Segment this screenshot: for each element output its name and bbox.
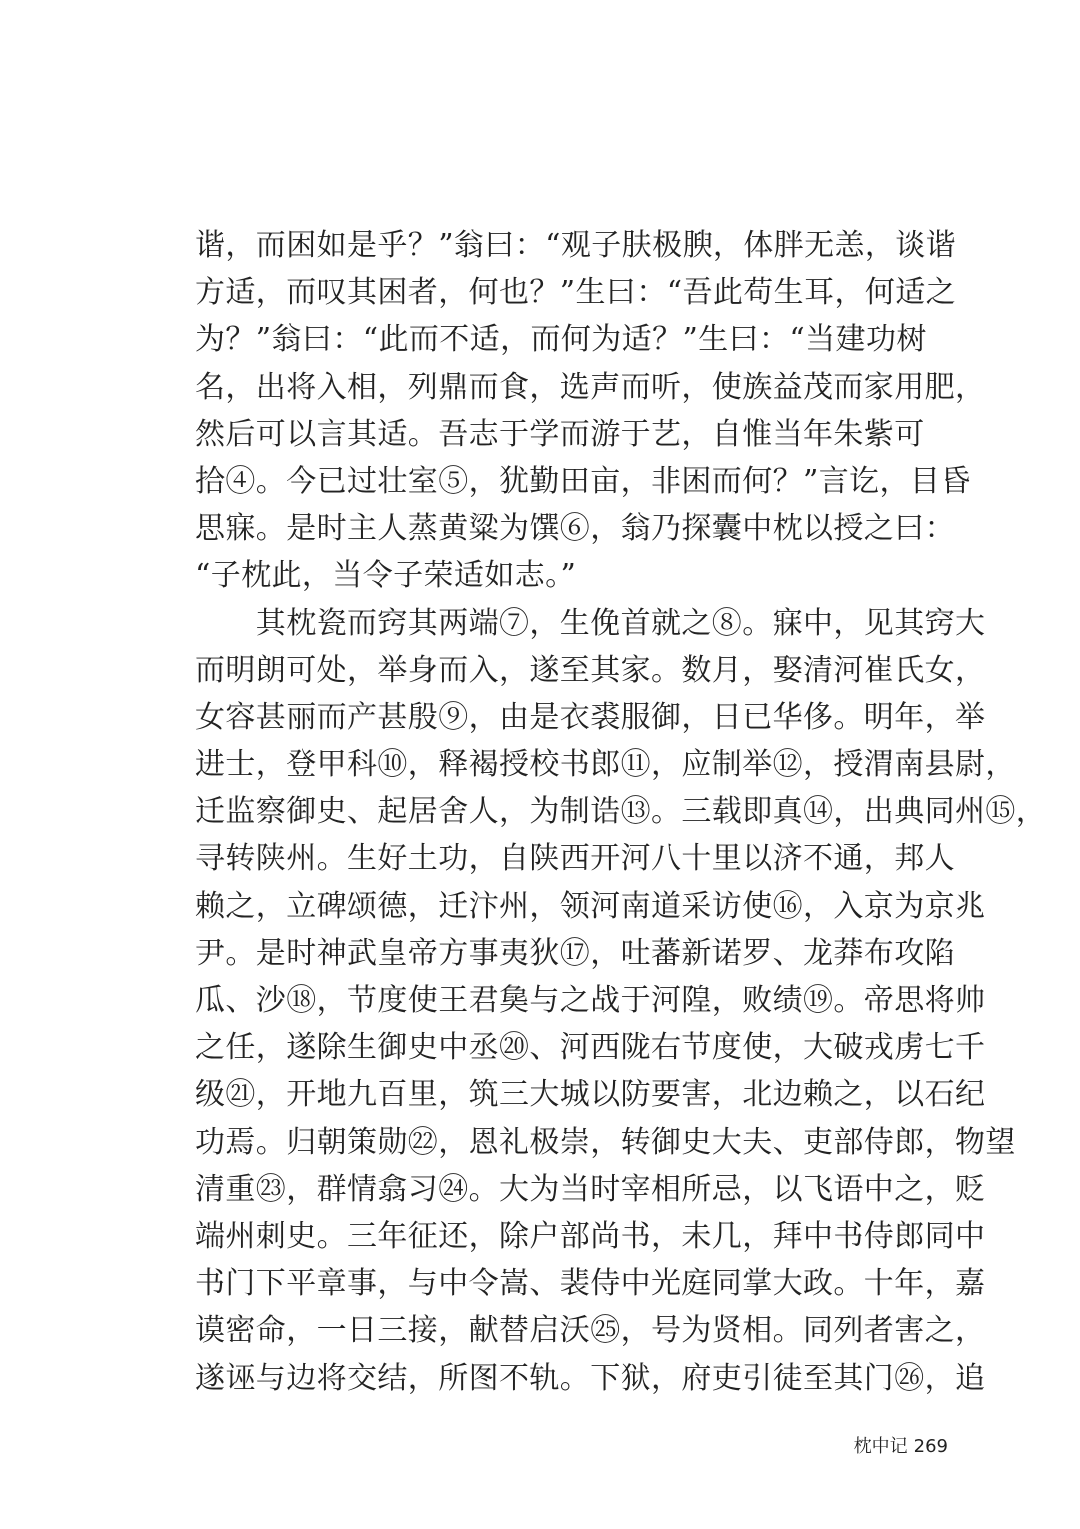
text-line: 书门下平章事，与中令嵩、裴侍中光庭同掌大政。十年，嘉: [195, 1266, 986, 1302]
text-line: “子枕此，当令子荣适如志。”: [195, 558, 577, 594]
text-line: 进士，登甲科⑩，释褐授校书郎⑪，应制举⑫，授渭南县尉，: [195, 747, 1016, 783]
text-line: 其枕瓷而窍其两端⑦，生俛首就之⑧。寐中，见其窍大: [195, 605, 986, 641]
body-text: [195, 222, 1047, 1402]
text-line: 尹。是时神武皇帝方事夷狄⑰，吐蕃新诺罗、龙莽布攻陷: [195, 935, 955, 971]
text-line: 女容甚丽而产甚殷⑨，由是衣裘服御，日已华侈。明年，举: [195, 699, 986, 735]
text-line: 迁监察御史、起居舍人，为制诰⑬。三载即真⑭，出典同州⑮，: [195, 794, 1047, 830]
text-line: 级㉑，开地九百里，筑三大城以防要害，北边赖之，以石纪: [195, 1077, 986, 1113]
text-line: 谟密命，一日三接，献替启沃㉕，号为贤相。同列者害之，: [195, 1313, 986, 1349]
text-line: 谐，而困如是乎？”翁曰：“观子肤极腴，体胖无恙，谈谐: [195, 228, 957, 263]
text-line: 思寐。是时主人蒸黄粱为馔⑥，翁乃探囊中枕以授之曰：: [195, 511, 955, 547]
text-line: 然后可以言其适。吾志于学而游于艺，自惟当年朱紫可: [195, 416, 925, 452]
text-line: 功焉。归朝策勋㉒，恩礼极崇，转御史大夫、吏部侍郎，物望: [195, 1124, 1016, 1160]
text-line: 瓜、沙⑱，节度使王君㚟与之战于河隍，败绩⑲。帝思将帅: [195, 983, 986, 1018]
text-line: 而明朗可处，举身而入，遂至其家。数月，娶清河崔氏女，: [195, 652, 986, 688]
text-line: 端州刺史。三年征还，除户部尚书，未几，拜中书侍郎同中: [195, 1218, 986, 1254]
text-line: 拾④。今已过壮室⑤，犹勤田亩，非困而何？”言讫，目昏: [195, 463, 971, 499]
text-line: 遂诬与边将交结，所图不轨。下狱，府吏引徒至其门㉖，追: [195, 1360, 986, 1396]
text-line: 名，出将入相，列鼎而食，选声而听，使族益茂而家用肥，: [195, 369, 986, 405]
page-number: 269: [913, 1436, 948, 1457]
text-line: 寻转陕州。生好土功，自陕西开河八十里以济不通，邦人: [195, 841, 955, 877]
page-footer: [854, 1432, 948, 1458]
text-line: 赖之，立碑颂德，迁汴州，领河南道采访使⑯，入京为京兆: [195, 888, 986, 924]
text-line: 为？”翁曰：“此而不适，而何为适？”生曰：“当建功树: [195, 322, 927, 358]
text-line: 之任，遂除生御史中丞⑳、河西陇右节度使，大破戎虏七千: [195, 1030, 986, 1066]
text-line: 方适，而叹其困者，何也？”生曰：“吾此苟生耳，何适之: [195, 275, 957, 311]
chapter-title: 枕中记: [853, 1436, 908, 1457]
text-line: 清重㉓，群情翕习㉔。大为当时宰相所忌，以飞语中之，贬: [195, 1171, 986, 1207]
